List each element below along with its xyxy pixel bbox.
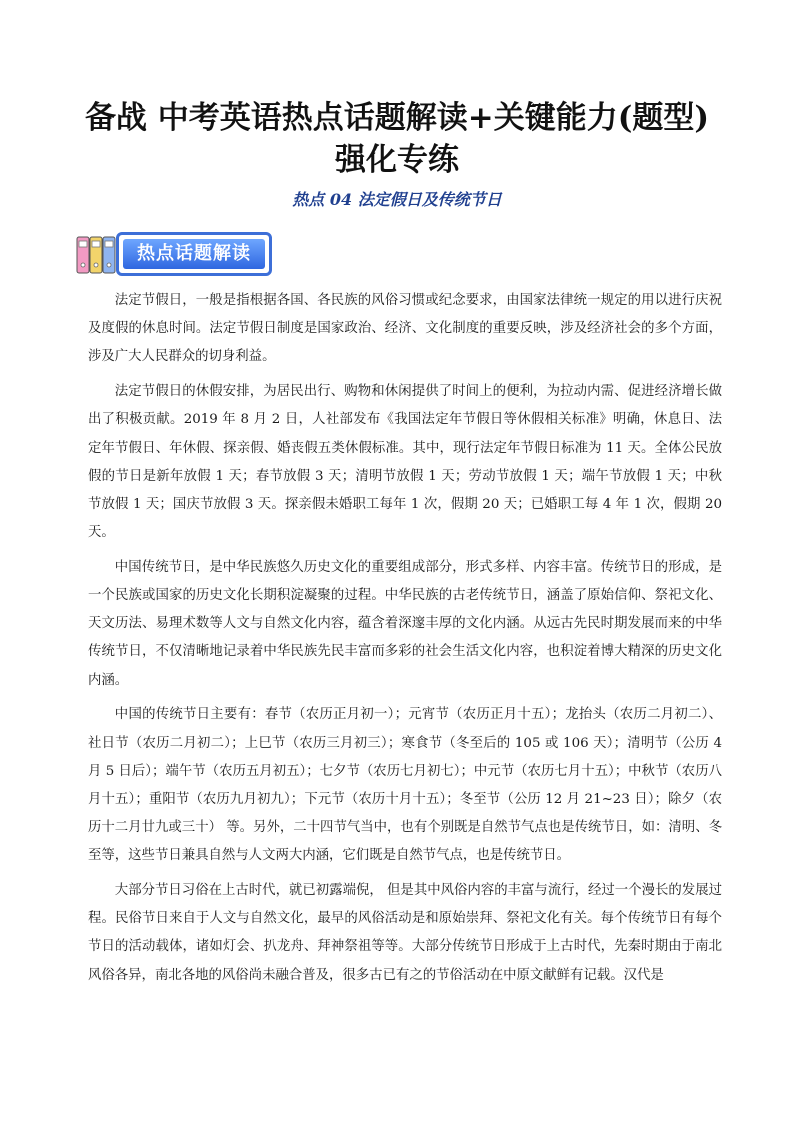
paragraph: 大部分节日习俗在上古时代，就已初露端倪， 但是其中风俗内容的丰富与流行，经过一个漫长的发展过程。民俗节日来自于人文与自然文化，最早的风俗活动是和原始崇拜、祭祀文化有关。每个传统节日有每个节日的活动载体，诸如灯会、扒龙舟、拜神祭祖等等。大部分传统节日形成于上古时代，先秦时期由于南北风俗各异，南北各地的风俗尚未融合普及，很多古已有之的节俗活动在中原文献鲜有记载。汉代是 — [88, 883, 722, 983]
main-title-line-1: 备战 中考英语热点话题解读+关键能力(题型) — [84, 100, 710, 136]
folders-icon — [76, 233, 118, 275]
paragraph: 中国传统节日，是中华民族悠久历史文化的重要组成部分，形式多样、内容丰富。传统节日的形成，是一个民族或国家的历史文化长期积淀凝聚的过程。中华民族的古老传统节日，涵盖了原始信仰、祭祀文化、天文历法、易理术数等人文与自然文化内容，蕴含着深邃丰厚的文化内涵。从远古先民时期发展而来的中华传统节日，不仅清晰地记录着中华民族先民丰富而多彩的社会生活文化内容，也积淀着博大精深的历史文化内涵。 — [88, 559, 722, 688]
paragraph: 法定节假日，一般是指根据各国、各民族的风俗习惯或纪念要求，由国家法律统一规定的用以进行庆祝及度假的休息时间。法定节假日制度是国家政治、经济、文化制度的重要反映，涉及经济社会的多个方面，涉及广大人民群众的切身利益。 — [88, 293, 722, 365]
paragraph: 法定节假日的休假安排，为居民出行、购物和休闲提供了时间上的便利，为拉动内需、促进经济增长做出了积极贡献。2019 年 8 月 2 日，人社部发布《我国法定年节假日等休假相关标准》明确，休息日、法定年节假日、年休假、探亲假、婚丧假五类休假标准。其中，现行法定年节假日标准为 11 天。全体公民放假的节日是新年放假 1 天；春节放假 3 天；清明节放假 1 天；劳动节放假 1 天；端午节放假 1 天；中秋节放假 1 天；国庆节放假 3 天。探亲假未婚职工每年 1 次，假期 20 天；已婚职工每 4 年 1 次，假期 20 天。 — [88, 384, 722, 541]
subtitle: 热点 04 法定假日及传统节日 — [292, 190, 502, 209]
banner-label: 热点话题解读 — [123, 239, 265, 269]
main-title-line-2: 强化专练 — [335, 142, 459, 178]
article-body — [88, 287, 722, 996]
section-banner — [76, 230, 276, 278]
paragraph: 中国的传统节日主要有：春节（农历正月初一）；元宵节（农历正月十五）；龙抬头（农历二月初二）、社日节（农历二月初二）；上巳节（农历三月初三）；寒食节（冬至后的 105 或 106 天）；清明节（公历 4 月 5 日后）；端午节（农历五月初五）；七夕节（农历七月初七）；中元节（农历七月十五）；中秋节（农历八月十五）；重阳节（农历九月初九）；下元节（农历十月十五）；冬至节（公历 12 月 21~23 日）；除夕（农历十二月廿九或三十） 等。另外，二十四节气当中，也有个别既是自然节气点也是传统节日，如：清明、冬至等，这些节日兼具自然与人文两大内涵，它们既是自然节气点，也是传统节日。 — [88, 707, 722, 864]
banner-box — [116, 232, 272, 276]
